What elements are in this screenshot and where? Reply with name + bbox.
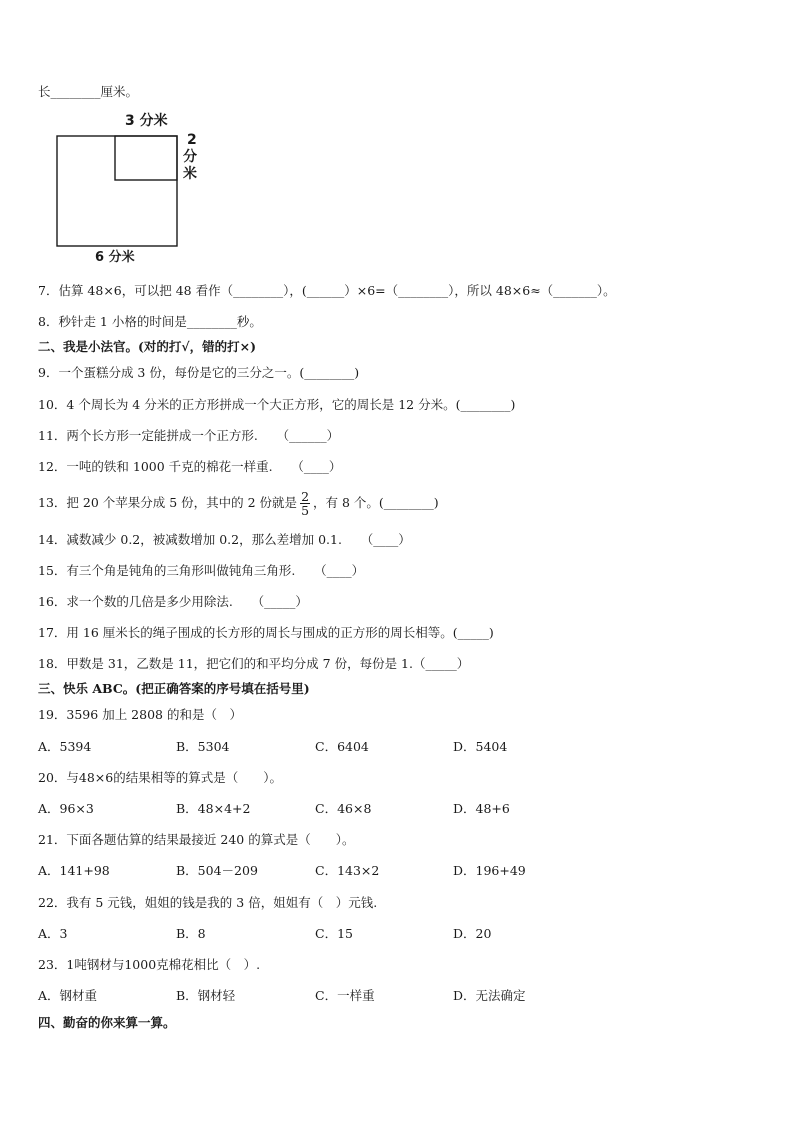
option-a[interactable]: A．钢材重 xyxy=(38,988,98,1003)
figure-right-label-3: 米 xyxy=(183,166,197,182)
option-d[interactable]: D．48+6 xyxy=(453,801,510,816)
fraction-two-fifths xyxy=(300,490,310,517)
option-d[interactable]: D．20 xyxy=(453,926,492,941)
section-3-heading: 三、快乐 ABC。(把正确答案的序号填在括号里) xyxy=(38,681,310,696)
option-d[interactable]: D．5404 xyxy=(453,739,508,754)
option-b[interactable]: B．504－209 xyxy=(176,863,258,878)
fraction-numerator: 2 xyxy=(301,489,310,504)
option-d[interactable]: D．196+49 xyxy=(453,863,526,878)
question-8: 8．秒针走 1 小格的时间是________秒。 xyxy=(38,314,262,329)
question-21-options xyxy=(38,863,638,879)
question-19-options xyxy=(38,739,638,755)
question-23-options xyxy=(38,988,638,1004)
small-square xyxy=(115,136,177,180)
option-c[interactable]: C．15 xyxy=(315,926,353,941)
question-22: 22．我有 5 元钱，姐姐的钱是我的 3 倍，姐姐有（ ）元钱. xyxy=(38,895,378,910)
section-2-heading: 二、我是小法官。(对的打√，错的打×) xyxy=(38,339,257,354)
question-20-options xyxy=(38,801,638,817)
question-6-tail: 长________厘米。 xyxy=(38,84,139,99)
question-16: 16．求一个数的几倍是多少用除法. （_____） xyxy=(38,594,308,609)
option-c[interactable]: C．143×2 xyxy=(315,863,380,878)
question-9: 9．一个蛋糕分成 3 份，每份是它的三分之一。(________) xyxy=(38,365,360,380)
option-b[interactable]: B．8 xyxy=(176,926,206,941)
question-10: 10．4 个周长为 4 分米的正方形拼成一个大正方形，它的周长是 12 分米。(________) xyxy=(38,397,516,412)
figure-top-label: 3 分米 xyxy=(125,113,168,129)
square-figure xyxy=(45,108,215,263)
question-15: 15．有三个角是钝角的三角形叫做钝角三角形. （____） xyxy=(38,563,365,578)
option-b[interactable]: B．钢材轻 xyxy=(176,988,236,1003)
option-b[interactable]: B．48×4+2 xyxy=(176,801,251,816)
question-13-after: ，有 8 个。(________) xyxy=(313,495,439,510)
option-c[interactable]: C．一样重 xyxy=(315,988,375,1003)
option-a[interactable]: A．3 xyxy=(38,926,68,941)
question-13-before: 13．把 20 个苹果分成 5 份，其中的 2 份就是 xyxy=(38,495,298,510)
figure-bottom-label: 6 分米 xyxy=(95,250,135,263)
question-20: 20．与48×6的结果相等的算式是（ ）。 xyxy=(38,770,282,785)
section-4-heading: 四、勤奋的你来算一算。 xyxy=(38,1015,176,1030)
question-13 xyxy=(38,484,439,522)
option-a[interactable]: A．141+98 xyxy=(38,863,110,878)
question-22-options xyxy=(38,926,638,942)
question-17: 17．用 16 厘米长的绳子围成的长方形的周长与围成的正方形的周长相等。(_____) xyxy=(38,625,494,640)
fraction-denominator: 5 xyxy=(301,503,310,518)
option-a[interactable]: A．5394 xyxy=(38,739,92,754)
question-7: 7．估算 48×6，可以把 48 看作（________），(______）×6=（________），所以 48×6≈（_______）。 xyxy=(38,283,616,298)
question-14: 14．减数减少 0.2，被减数增加 0.2，那么差增加 0.1. （____） xyxy=(38,532,411,547)
figure-right-label-1: 2 xyxy=(187,132,197,148)
option-c[interactable]: C．6404 xyxy=(315,739,369,754)
option-a[interactable]: A．96×3 xyxy=(38,801,94,816)
question-11: 11．两个长方形一定能拼成一个正方形. （______） xyxy=(38,428,340,443)
question-18: 18．甲数是 31，乙数是 11，把它们的和平均分成 7 份，每份是 1.（_____） xyxy=(38,656,470,671)
option-b[interactable]: B．5304 xyxy=(176,739,230,754)
question-19: 19．3596 加上 2808 的和是（ ） xyxy=(38,707,242,722)
question-12: 12．一吨的铁和 1000 千克的棉花一样重. （____） xyxy=(38,459,342,474)
question-21: 21．下面各题估算的结果最接近 240 的算式是（ ）。 xyxy=(38,832,355,847)
option-d[interactable]: D．无法确定 xyxy=(453,988,526,1003)
option-c[interactable]: C．46×8 xyxy=(315,801,372,816)
figure-right-label-2: 分 xyxy=(183,149,197,165)
big-square xyxy=(57,136,177,246)
question-23: 23．1吨钢材与1000克棉花相比（ ）. xyxy=(38,957,261,972)
